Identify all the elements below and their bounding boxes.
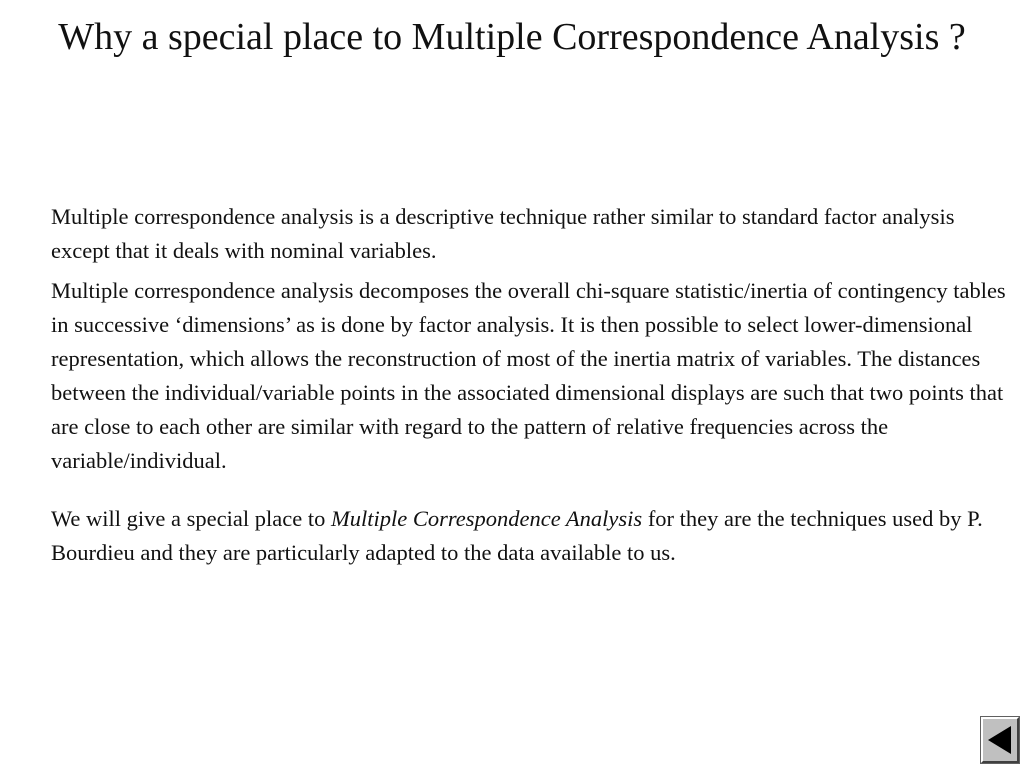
- slide-body: [51, 200, 1016, 570]
- triangle-left-icon: [986, 724, 1014, 756]
- slide-title: Why a special place to Multiple Correspondence Analysis ?: [58, 16, 966, 58]
- paragraph-special-place-emphasis: Multiple Correspondence Analysis: [330, 506, 643, 531]
- paragraph-special-place-before: We will give a special place to: [51, 506, 331, 531]
- paragraph-special-place: [51, 502, 1016, 570]
- paragraph-mca-definition: Multiple correspondence analysis is a descriptive technique rather similar to standard factor analysis except that it deals with nominal variables.: [51, 204, 955, 263]
- paragraph-special-place-after: for they are the techniques used by P. Bourdieu and they are particularly adapted to the data available to us.: [51, 506, 983, 565]
- paragraph-mca-decomposition: Multiple correspondence analysis decomposes the overall chi-square statistic/inertia of contingency tables in successive ‘dimensions’ as is done by factor analysis. It is then possible to select lower-dimensional representation, which allows the reconstruction of most of the inertia matrix of variables. The distances between the individual/variable points in the associated dimensional displays are such that two points that are close to each other are similar with regard to the pattern of relative frequencies across the variable/individual.: [51, 278, 1006, 473]
- previous-slide-button[interactable]: [981, 717, 1019, 763]
